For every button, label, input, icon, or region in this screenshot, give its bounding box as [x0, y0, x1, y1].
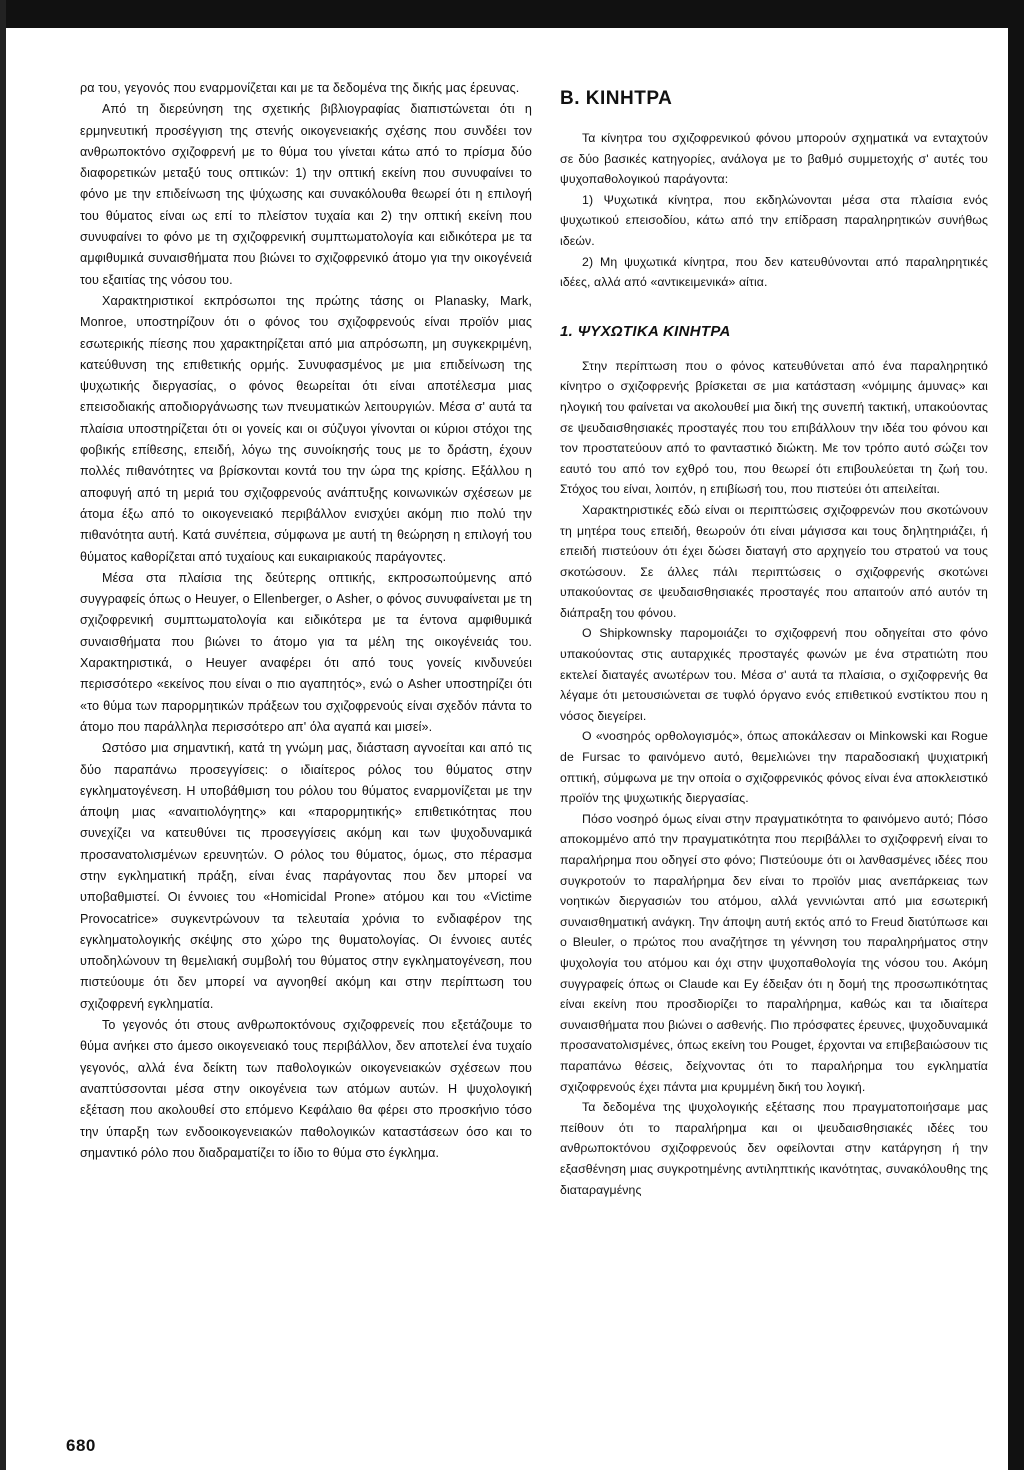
- scan-border-top: [0, 0, 1024, 28]
- subsection-heading: 1. ΨΥΧΩΤΙΚΑ ΚΙΝΗΤΡΑ: [560, 322, 731, 340]
- section-heading: Β. ΚΙΝΗΤΡΑ: [560, 88, 673, 109]
- left-column: [80, 78, 532, 1164]
- paragraph: Χαρακτηριστικές εδώ είναι οι περιπτώσεις σχιζοφρενών που σκοτώνουν τη μητέρα τους επειδή, θεωρούν ότι είναι μάγισσα και τους δηλητηριάζει, ή επειδή πιστεύουν ότι έχει δώσει διαταγή στο αρχηγείο του στρατού να τους σκοτώσουν. Σε άλλες πάλι περιπτώσεις ο σχιζοφρενής σκοτώνει υπακούοντας σε ψευδαισθησιακές προσταγές που απαιτούν από αυτόν τη διάπραξη του φόνου.: [560, 502, 988, 620]
- paragraph: Ωστόσο μια σημαντική, κατά τη γνώμη μας, διάσταση αγνοείται και από τις δύο παραπάνω προσεγγίσεις: ο ιδιαίτερος ρόλος του θύματος στην εγκληματογένεση. Η υποβάθμιση του ρόλου του θύματος εναρμονίζεται με την άποψη μιας «αναιτιολόγητης» και «παρορμητικής» επιθετικότητας που συνεχίζει να κατευθύνει τις προσεγγίσεις ακόμη και των ψυχοδυναμικά προσανατολισμένων ερευνητών. Ο ρόλος του θύματος, όμως, στο πέρασμα στην εγκληματική πράξη, είναι ένας παράγοντας που δεν μπορεί να υποβαθμιστεί. Οι έννοιες του «Homicidal Prone» ατόμου και του «Victime Provocatrice» συγκεντρώνουν τα τελευταία χρόνια το ενδιαφέρον της εγκληματολογικής σκέψης στο χώρο της θυματολογίας. Οι έννοιες αυτές υποδηλώνουν τη θεμελιακή συμβολή του θύματος στην εγκληματογένεση, που πιστεύουμε ότι δεν μπορεί να αγνοηθεί ακόμη και στην περίπτωση του σχιζοφρενή εγκληματία.: [80, 741, 532, 1011]
- paragraph: Στην περίπτωση που ο φόνος κατευθύνεται από ένα παραληρητικό κίνητρο ο σχιζοφρενής βρίσκεται σε μια κατάσταση «νόμιμης άμυνας» και ηλογική του φαίνεται να ακολουθεί μια δική της συνεπή τακτική, υπακούοντας σε ψευδαισθησιακές προσταγές που του επιβάλλουν την ιδέα του φόνου και τον προστατεύουν από το φανταστικό διώκτη. Με τον τρόπο αυτό σώζει τον εαυτό του από τον εχθρό του, που θεωρεί ότι επιβουλεύεται τη ζωή του. Στόχος του είναι, λοιπόν, η επιβίωσή του, που πιστεύει ότι απειλείται.: [560, 358, 988, 497]
- scan-border-left: [0, 0, 6, 1470]
- paragraph: Τα δεδομένα της ψυχολογικής εξέτασης που πραγματοποιήσαμε μας πείθουν ότι το παραλήρημα και οι ψευδαισθησιακές ιδέες του ανθρωποκτόνου σχιζοφρενούς δεν οφείλονται στην κατάργηση ή την εξασθένηση μιας συγκροτημένης αντιληπτικής ικανότητας, συνακόλουθης της διαταραγμένης: [560, 1100, 988, 1197]
- paragraph: Από τη διερεύνηση της σχετικής βιβλιογραφίας διαπιστώνεται ότι η ερμηνευτική προσέγγιση της στενής οικογενειακής σχέσης που συνδέει τον ανθρωποκτόνο σχιζοφρενή με το θύμα του γίνεται κάτω από το πρίσμα δύο διαφορετικών μεταξύ τους οπτικών: 1) την οπτική εκείνη που συνυφαίνει το φόνο με την επιδείνωση της ψύχωσης και συνακόλουθα θεωρεί ότι η επιλογή του θύματος είναι ως επί το πλείστον τυχαία και 2) την οπτική εκείνη που συνυφαίνει το φόνο με τη σχιζοφρενική συμπτωματολογία και ειδικότερα με τα αμφιθυμικά συναισθήματα που βιώνει το σχιζοφρενικό άτομο για την οικογένειά του εξαιτίας της νόσου του.: [80, 102, 532, 287]
- paragraph: ρα του, γεγονός που εναρμονίζεται και με τα δεδομένα της δικής μας έρευνας.: [80, 81, 520, 95]
- paragraph: Τα κίνητρα του σχιζοφρενικού φόνου μπορούν σχηματικά να ενταχτούν σε δύο βασικές κατηγορίες, ανάλογα με το βαθμό συμμετοχής σ' αυτές του ψυχοπαθολογικού παράγοντα:: [560, 131, 988, 187]
- page-number: 680: [66, 1436, 96, 1455]
- list-item: 2) Μη ψυχωτικά κίνητρα, που δεν κατευθύνονται από παραληρητικές ιδέες, αλλά από «αντικειμενικά» αίτια.: [560, 254, 988, 290]
- paragraph: Μέσα στα πλαίσια της δεύτερης οπτικής, εκπροσωπούμενης από συγγραφείς όπως ο Heuyer, ο Ellenberger, ο Asher, ο φόνος συνυφαίνεται με τη σχιζοφρενική συμπτωματολογία και ειδικότερα με τα έντονα αμφιθυμικά συναισθήματα που βιώνει το άτομο για τα μέλη της οικογένειάς του. Χαρακτηριστικά, ο Heuyer αναφέρει ότι από τους γονείς κινδυνεύει περισσότερο «εκείνος που είναι ο πιο αγαπητός», ενώ ο Asher υποστηρίζει ότι «το θύμα των παρορμητικών πράξεων του σχιζοφρενούς είναι σχεδόν πάντα το άτομο που παράλληλα περισσότερο απ' όλα αγαπά και μισεί».: [80, 570, 532, 734]
- paragraph: Ο «νοσηρός ορθολογισμός», όπως αποκάλεσαν οι Minkowski και Rogue de Fursac το φαινόμενο αυτό, θεμελιώνει την παραδοσιακή ψυχιατρική οπτική, σύμφωνα με την οποία ο σχιζοφρενικός φόνος είναι ένα αποκλειστικό προϊόν της ψυχωτικής διεργασίας.: [560, 729, 988, 806]
- list-item: 1) Ψυχωτικά κίνητρα, που εκδηλώνονται μέσα στα πλαίσια ενός ψυχωτικού επεισοδίου, κάτω από την επίδραση παραληρητικών συνήθως ιδεών.: [560, 192, 988, 248]
- scan-border-right: [1008, 0, 1024, 1470]
- paragraph: Πόσο νοσηρό όμως είναι στην πραγματικότητα το φαινόμενο αυτό; Πόσο αποκομμένο από την πραγματικότητα που περιβάλλει το σχιζοφρενή είναι το παραλήρημα που οδηγεί στο φόνο; Πιστεύουμε ότι οι λανθασμένες ιδέες που συγκροτούν το παραλήρημα δεν είναι το προϊόν μιας ανεπάρκειας των νοητικών διεργασιών του ατόμου, αλλά γεννιώνται από μια εσωτερική συναισθηματική ανάγκη. Την άποψη αυτή εκτός από το Freud διατύπωσε και ο Bleuler, ο πρώτος που αναζήτησε τη γέννηση του παραληρήματος στην ψυχολογία του ατόμου και όχι στην ψυχοπαθολογία της νόσου του. Ακόμη συγγραφείς όπως οι Claude και Ey έδειξαν ότι η δομή της προσωπικότητας είναι εκείνη που προσδιορίζει το παραλήρημα, καθώς και τα ιδιαίτερα συναισθήματα που βιώνει ο ασθενής. Πιο πρόσφατες έρευνες, ψυχοδυναμικά προσανατολισμένες, όπως εκείνη του Pouget, έρχονται να επιβεβαιώσουν τις παραπάνω θέσεις, δείχνοντας ότι το παραλήρημα του εγκληματία σχιζοφρενούς έχει πάντα μια κρυμμένη δική του λογική.: [560, 811, 988, 1094]
- paragraph: Ο Shipkownsky παρομοιάζει το σχιζοφρενή που οδηγείται στο φόνο υπακούοντας στις αυταρχικές προσταγές φωνών με ένα στρατιώτη που εκτελεί διαταγές ανωτέρων του. Μέσα σ' αυτά τα πλαίσια, ο σχιζοφρενής θα λέγαμε ότι μετουσιώνεται σε τυφλό όργανο ενός επιθετικού ενστίκτου που η νόσος διεγείρει.: [560, 626, 988, 723]
- paragraph: Χαρακτηριστικοί εκπρόσωποι της πρώτης τάσης οι Planasky, Mark, Monroe, υποστηρίζουν ότι ο φόνος του σχιζοφρενούς είναι προϊόν μιας εσωτερικής πίεσης που χαρακτηρίζεται από μια απρόσωπη, μη συγκεκριμένη, κατεύθυνση της επιθετικής ορμής. Συνυφασμένος με μια επιδείνωση της ψυχωτικής διεργασίας, ο φόνος θεωρείται ότι είναι αποτέλεσμα μιας επεισοδιακής αποδιοργάνωσης των πνευματικών λειτουργιών. Μέσα σ' αυτά τα πλαίσια υποστηρίζεται ότι οι γονείς και οι σύζυγοι γίνονται οι κύριοι στόχοι της φοβικής επίθεσης, επειδή, λόγω της συνοίκησής τους με το δράστη, έχουν πολλές πιθανότητες να βρίσκονται κοντά του την ώρα της κρίσης. Εξάλλου η αποφυγή από τη μεριά του σχιζοφρενούς ανάπτυξης κοινωνικών σχέσεων με άτομα έξω από το οικογενειακό περιβάλλον ενισχύει ακόμη πιο πολύ την πιθανότητα αυτή. Κατά συνέπεια, σύμφωνα με αυτή τη θεώρηση η επιλογή του θύματος καθορίζεται από τυχαίους και ευκαιριακούς παράγοντες.: [80, 293, 532, 564]
- paragraph: Το γεγονός ότι στους ανθρωποκτόνους σχιζοφρενείς που εξετάζουμε το θύμα ανήκει στο άμεσο οικογενειακό τους περιβάλλον, δεν αποτελεί ένα τυχαίο γεγονός, αλλά ένα δείκτη των παθολογικών οικογενειακών σχέσεων που αναπτύσσονται μέσα στην οικογένεια των ατόμων αυτών. Η ψυχολογική εξέταση που ακολουθεί στο επόμενο Κεφάλαιο θα φέρει στο προσκήνιο τόσο την ύπαρξη των ενδοοικογενειακών παθολογικών καταστάσεων όσο και το σημαντικό ρόλο που διαδραματίζει το ίδιο το θύμα στο έγκλημα.: [80, 1018, 532, 1160]
- right-column: [560, 78, 988, 1200]
